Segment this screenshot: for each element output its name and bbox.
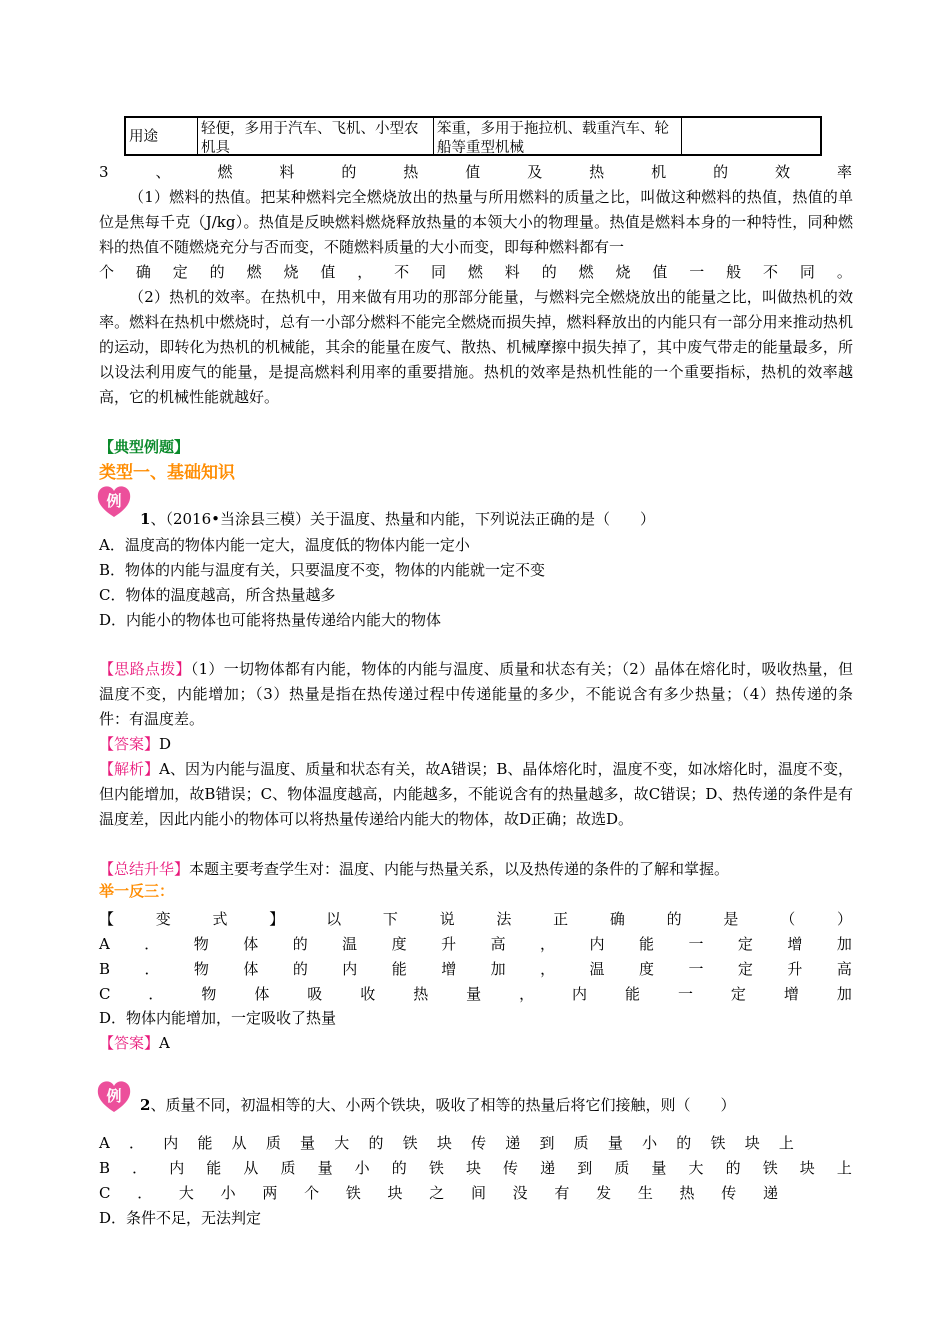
text-char: 从 [243,1159,259,1177]
text-char: A [99,1134,110,1152]
text-char: 铁 [345,1184,361,1202]
usage-table [124,116,822,156]
text-char: 值 [320,263,336,281]
text-char: 正 [553,910,569,928]
hint-text: （1）一切物体都有内能，物体的内能与温度、质量和状态有关；（2）晶体在熔化时，吸收热量，但温度不变，内能增加；（3）热量是指在热传递过程中传递能量的多少，不能说含有多少热量；（4）热传递的条件：有温度差。 [99,660,853,728]
text-char: ． [132,1159,148,1177]
text-char: ． [148,985,164,1003]
text-char: 、 [155,163,171,181]
text-char: 增 [787,935,803,953]
text-char: 高 [836,960,852,978]
text-char: 燃 [246,263,262,281]
text-char: 铁 [762,1159,778,1177]
answer-text: A [159,1034,170,1052]
text-char: 两 [262,1184,278,1202]
text-char: C [99,985,111,1003]
text-char: 的 [666,910,682,928]
text-char: 【 [99,910,115,928]
option-d: D．内能小的物体也可能将热量传递给内能大的物体 [99,611,442,629]
text-char: 变 [155,910,171,928]
text-char: 质 [280,1159,296,1177]
text-char: 热 [413,985,429,1003]
text-char: 体 [254,985,270,1003]
text-char: 能 [391,960,407,978]
text-char: 的 [725,1159,741,1177]
answer-label: 【答案】 [99,1034,160,1052]
text-char: 有 [554,1184,570,1202]
text-char: 烧 [615,263,631,281]
text-char: 】 [269,910,285,928]
paragraph-efficiency: （2）热机的效率。在热机中，用来做有用功的那部分能量，与燃料完全燃烧放出的能量之比，叫做热机的效率。燃料在热机中燃烧时，总有一小部分燃料不能完全燃烧而损失掉，燃料释放出的内能只有一部分用来推动热机的运动，即转化为热机的机械能，其余的能量在废气、散热、机械摩擦中损失掉了，其中废气带走的能量最多，所以设法利用废气的能量，是提高燃料利用率的重要措施。热机的效率是热机性能的一个重要指标，热机的效率越高，它的机械性能就越好。 [99,288,853,406]
text-char: 温 [589,960,605,978]
paragraph-text: （1）燃料的热值。把某种燃料完全燃烧放出的热量与所用燃料的质量之比，叫做这种燃料的热值，热值的单位是焦每千克（J/kg）。热值是反映燃料燃烧释放热量的本领大小的物理量。热值是燃料本身的一种特性，同种燃料的热值不随燃烧充分与否而变，不随燃料质量的大小而变，即每种燃料都有一 [99,188,853,256]
svg-text:例: 例 [106,492,122,510]
text-char: 之 [429,1184,445,1202]
text-char: 的 [368,1134,384,1152]
text-char: 加 [490,960,506,978]
variant-header: 举一反三： [99,882,175,900]
text-char: 式 [212,910,228,928]
text-char: 一 [689,263,705,281]
text-char: 吸 [307,985,323,1003]
text-char: 不 [763,263,779,281]
summary-label: 【总结升华】 [99,860,190,878]
text-char: 的 [713,163,729,181]
text-char: 间 [470,1184,486,1202]
text-char: 的 [676,1134,692,1152]
text-char: B [99,1159,111,1177]
text-char: 量 [317,1159,333,1177]
text-char: A [99,935,110,953]
table-cell-empty [682,118,820,154]
text-char: ） [836,910,852,928]
text-char: 值 [465,163,481,181]
text-char: 上 [778,1134,794,1152]
text-char: 块 [465,1159,481,1177]
hint-label: 【思路点拨】 [99,660,191,678]
text-char: 确 [609,910,625,928]
text-char: 量 [651,1159,667,1177]
example-number: 2 [140,1096,151,1114]
text-char: 收 [360,985,376,1003]
option-a: A．温度高的物体内能一定大，温度低的物体内能一定小 [99,536,470,554]
text-char: 物 [193,935,209,953]
text-char: 量 [300,1134,316,1152]
text-char: ， [540,935,556,953]
text-char: ． [144,960,160,978]
answer-text: D [159,735,172,753]
example2-question [140,1095,735,1115]
text-char: 递 [762,1184,778,1202]
answer-line [99,732,852,756]
section-heading [99,160,852,184]
text-char: 料 [279,163,295,181]
variant-question [99,907,852,931]
text-char: 递 [505,1134,521,1152]
text-char: 内 [342,960,358,978]
summary-line [99,857,852,881]
text-char: 一 [677,985,693,1003]
text-char: B [99,960,111,978]
text-char: 增 [441,960,457,978]
text-char: 升 [787,960,803,978]
text-char: 燃 [217,163,233,181]
text-char: C [99,1184,111,1202]
text-char: 温 [342,935,358,953]
text-char: 3 [99,163,109,181]
text-char: 铁 [402,1134,418,1152]
text-char: 。 [836,263,852,281]
variant-option-b [99,957,852,981]
examples-header: 【典型例题】 [99,438,190,456]
text-char: 块 [436,1134,452,1152]
text-char: 加 [836,985,852,1003]
text-char: 值 [652,263,668,281]
text-char: 内 [169,1159,185,1177]
example1-question [140,509,655,529]
text-char: 体 [243,960,259,978]
text-char: 质 [265,1134,281,1152]
text-char: 的 [292,935,308,953]
text-char: 个 [304,1184,320,1202]
text-char: 到 [539,1134,555,1152]
text-char: 质 [614,1159,630,1177]
paragraph-heat-value [99,185,853,260]
example-badge-icon [96,1079,132,1113]
text-char: 内 [163,1134,179,1152]
text-char: 块 [744,1134,760,1152]
text-char: 高 [490,935,506,953]
text-char: 能 [638,935,654,953]
text-char: 铁 [710,1134,726,1152]
analysis-text: A、因为内能与温度、质量和状态有关，故A错误；B、晶体熔化时，温度不变，如冰熔化时，温度不变，但内能增加，故B错误；C、物体温度越高，内能越多，不能说含有的热量越多，故C错误；D、热传递的条件是有温度差，因此内能小的物体可以将热量传递给内能大的物体，故D正确；故选D。 [99,760,853,828]
text-char: 能 [625,985,641,1003]
question-text: 、质量不同，初温相等的大、小两个铁块，吸收了相等的热量后将它们接触，则（ ） [150,1096,736,1114]
variant-option-c [99,982,852,1006]
text-char: 烧 [283,263,299,281]
text-char: 热 [403,163,419,181]
text-char: 定 [737,935,753,953]
text-char: 一 [688,935,704,953]
table-label-cell: 用途 [126,118,198,154]
text-char: ． [137,1184,153,1202]
text-char: ， [357,263,373,281]
text-char: 热 [589,163,605,181]
text-char: 大 [688,1159,704,1177]
text-char: 确 [135,263,151,281]
text-char: 从 [231,1134,247,1152]
example-badge-icon [96,484,132,518]
text-char: 没 [512,1184,528,1202]
text-char: 说 [439,910,455,928]
text-char: ， [540,960,556,978]
text-char: 量 [466,985,482,1003]
text-char: 及 [527,163,543,181]
variant-option-d: D．物体内能增加，一定吸收了热量 [99,1009,337,1027]
text-char: ， [519,985,535,1003]
text-char: 般 [726,263,742,281]
text-char: 大 [178,1184,194,1202]
text-char: 的 [541,263,557,281]
text-char: 定 [172,263,188,281]
text-char: 增 [783,985,799,1003]
text-char: 燃 [467,263,483,281]
text-char: 物 [193,960,209,978]
text-char: 铁 [428,1159,444,1177]
text-char: 上 [836,1159,852,1177]
text-char: 度 [391,935,407,953]
text-char: 以 [326,910,342,928]
text-char: 的 [209,263,225,281]
text-char: 体 [243,935,259,953]
text-char: 定 [730,985,746,1003]
text-char: 机 [651,163,667,181]
text-char: 的 [391,1159,407,1177]
variant-answer-line [99,1031,852,1055]
text-char: 的 [292,960,308,978]
text-char: 小 [354,1159,370,1177]
text-char: 块 [799,1159,815,1177]
text-char: 的 [341,163,357,181]
table-cell-gasoline: 轻便，多用于汽车、飞机、小型农机具 [198,118,434,154]
text-char: 物 [201,985,217,1003]
option-c: C．物体的温度越高，所含热量越多 [99,586,336,604]
text-char: 内 [589,935,605,953]
text-char: 传 [721,1184,737,1202]
text-char: 到 [577,1159,593,1177]
text-char: 量 [607,1134,623,1152]
ex2-option-d: D．条件不足，无法判定 [99,1209,262,1227]
text-char: 度 [639,960,655,978]
hint-paragraph [99,657,853,732]
text-char: 能 [206,1159,222,1177]
text-char: 能 [197,1134,213,1152]
text-char: 小 [642,1134,658,1152]
text-char: 个 [99,263,115,281]
text-char: 一 [688,960,704,978]
text-char: 传 [503,1159,519,1177]
text-char: 块 [387,1184,403,1202]
text-char: 燃 [578,263,594,281]
question-text: 、（2016•当涂县三模）关于温度、热量和内能，下列说法正确的是（ ） [150,510,655,528]
text-char: ． [129,1134,145,1152]
text-char: 是 [723,910,739,928]
text-char: 同 [431,263,447,281]
text-char: 法 [496,910,512,928]
ex2-option-b [99,1156,852,1180]
variant-option-a [99,932,852,956]
text-char: 传 [471,1134,487,1152]
ex2-option-a [99,1131,794,1155]
text-char: 效 [775,163,791,181]
text-char: 升 [441,935,457,953]
text-char: 热 [679,1184,695,1202]
text-char: 发 [596,1184,612,1202]
example-number: 1 [140,510,151,528]
text-char: ． [144,935,160,953]
text-char: 大 [334,1134,350,1152]
analysis-paragraph [99,757,853,832]
text-char: 生 [637,1184,653,1202]
text-char: 下 [382,910,398,928]
ex2-option-c [99,1181,778,1205]
text-char: 小 [220,1184,236,1202]
answer-label: 【答案】 [99,735,160,753]
text-char: 率 [836,163,852,181]
text-char: 加 [836,935,852,953]
option-b: B．物体的内能与温度有关，只要温度不变，物体的内能就一定不变 [99,561,546,579]
text-char: 质 [573,1134,589,1152]
type1-header: 类型一、基础知识 [99,463,235,483]
summary-text: 本题主要考查学生对：温度、内能与热量关系，以及热传递的条件的了解和掌握。 [189,860,730,878]
text-char: （ [780,910,796,928]
text-char: 内 [572,985,588,1003]
text-char: 料 [504,263,520,281]
svg-text:例: 例 [106,1087,122,1105]
text-char: 递 [540,1159,556,1177]
paragraph-tail [99,260,852,284]
text-char: 定 [737,960,753,978]
text-char: 同 [799,263,815,281]
text-char: 不 [394,263,410,281]
analysis-label: 【解析】 [99,760,160,778]
table-cell-diesel: 笨重，多用于拖拉机、载重汽车、轮船等重型机械 [434,118,682,154]
